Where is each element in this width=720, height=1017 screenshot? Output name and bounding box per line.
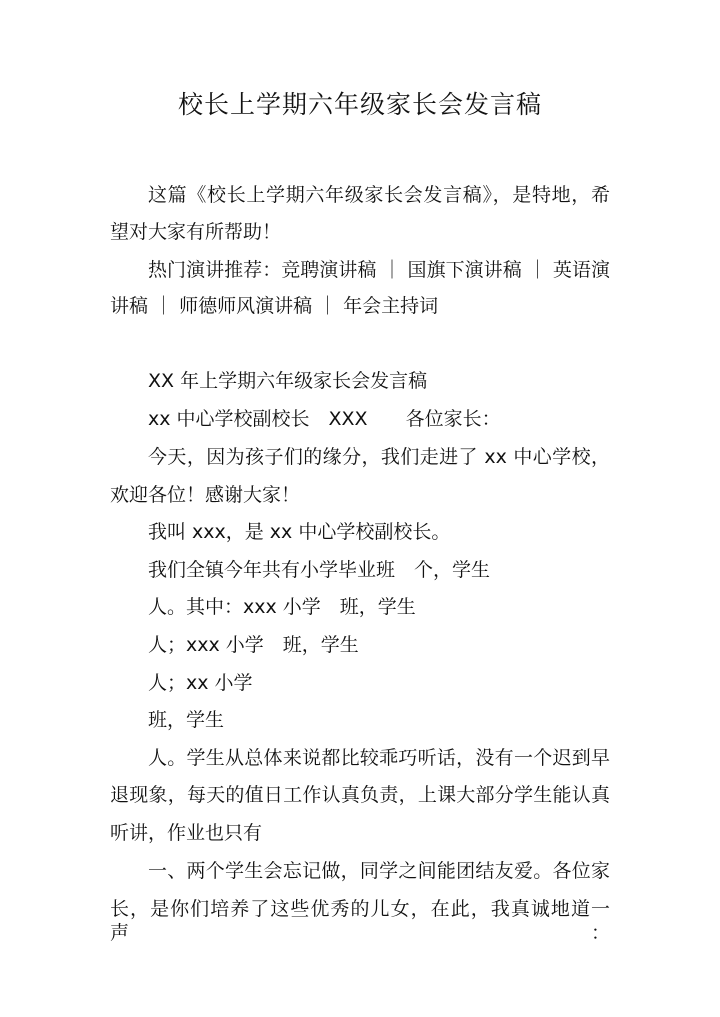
paragraph-line: 我叫 xxx，是 xx 中心学校副校长。 — [148, 521, 451, 543]
paragraph-line: 望对大家有所帮助！ — [110, 221, 282, 243]
document-title: 校长上学期六年级家长会发言稿 — [177, 90, 542, 119]
paragraph-line: 一、两个学生会忘记做，同学之间能团结友爱。各位家 — [148, 860, 610, 882]
paragraph-line: 今天，因为孩子们的缘分，我们走进了 xx 中心学校， — [148, 446, 610, 468]
paragraph-line: 欢迎各位！感谢大家！ — [110, 484, 301, 506]
paragraph-line: 人。其中：xxx 小学 班，学生 — [148, 596, 416, 618]
paragraph-line: 我们全镇今年共有小学毕业班 个，学生 — [148, 559, 491, 581]
paragraph-line: xx 中心学校副校长 XXX 各位家长： — [148, 408, 501, 430]
paragraph-line: 这篇《校长上学期六年级家长会发言稿》，是特地，希 — [148, 184, 610, 206]
paragraph-line: 热门演讲推荐：竞聘演讲稿 ｜ 国旗下演讲稿 ｜ 英语演 — [148, 259, 610, 281]
paragraph-line: XX 年上学期六年级家长会发言稿 — [148, 370, 428, 392]
paragraph-line: 班，学生 — [148, 709, 225, 731]
paragraph-line: 讲稿 ｜ 师德师风演讲稿 ｜ 年会主持词 — [110, 295, 439, 317]
paragraph-line: 长，是你们培养了这些优秀的儿女，在此，我真诚地道一声： — [110, 898, 610, 944]
paragraph-line: 听讲，作业也只有 — [110, 822, 263, 844]
paragraph-line: 人。学生从总体来说都比较乖巧听话，没有一个迟到早 — [148, 747, 610, 769]
paragraph-line: 退现象，每天的值日工作认真负责，上课大部分学生能认真 — [110, 784, 610, 806]
paragraph-line: 人；xx 小学 — [148, 672, 253, 694]
paragraph-line: 人；xxx 小学 班，学生 — [148, 634, 359, 656]
